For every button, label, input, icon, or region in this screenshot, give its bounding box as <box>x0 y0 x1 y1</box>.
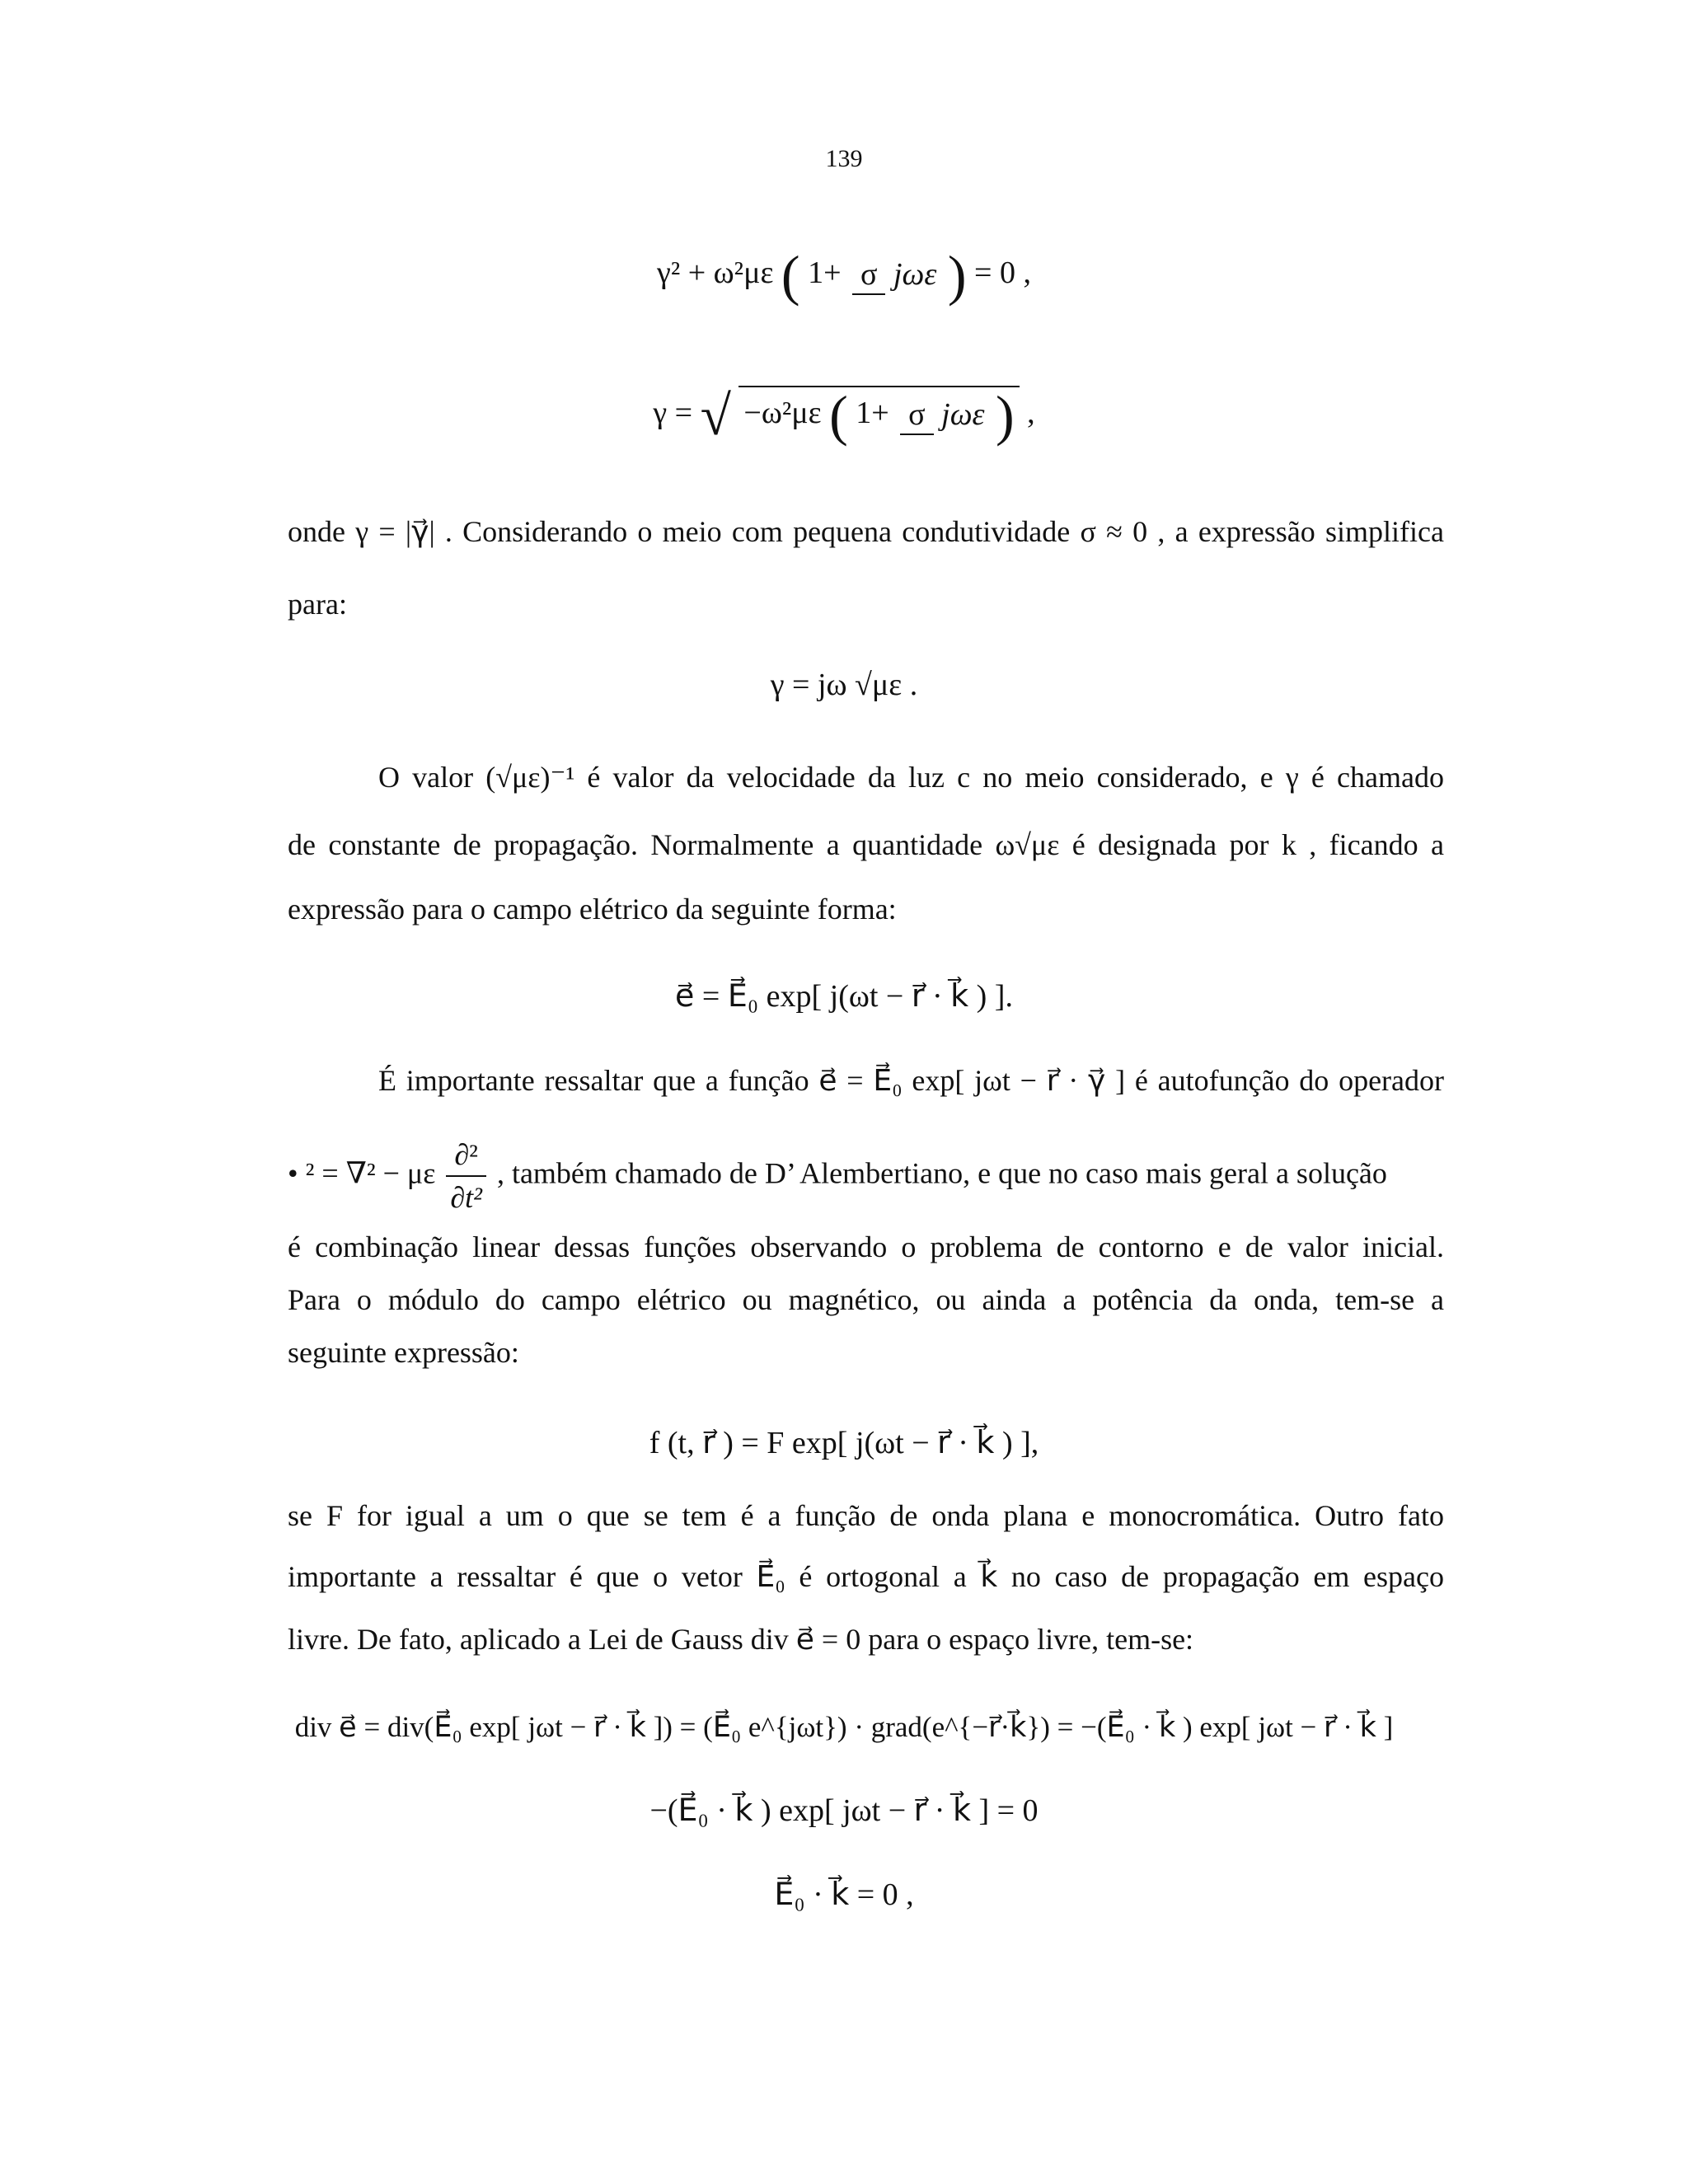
dalembert-numerator: ∂² <box>446 1137 486 1177</box>
dalembert-denominator: ∂t² <box>450 1181 482 1214</box>
eq1-one-plus: 1+ <box>808 255 842 290</box>
eq1-lhs: γ² + ω²με <box>657 255 774 290</box>
equation-divergence-continued: −(E⃗₀ · k⃗ ) exp[ jωt − r⃗ · k⃗ ] = 0 <box>649 1793 1039 1828</box>
eq1-paren-close: ) <box>947 244 967 307</box>
equation-wave-function: f (t, r⃗ ) = F exp[ j(ωt − r⃗ · k⃗ ) ], <box>649 1426 1039 1460</box>
eq2-radicand <box>738 384 1019 447</box>
equation-gamma-squared <box>0 244 1688 307</box>
paragraph-1-line-2: para: <box>288 588 347 621</box>
equation-gamma-root <box>0 384 1688 447</box>
eq2-fraction <box>900 396 984 435</box>
eq1-denominator: jωε <box>893 257 937 292</box>
eq1-fraction <box>852 255 936 295</box>
eq2-paren-close: ) <box>996 384 1015 447</box>
eq1-rhs: = 0 , <box>974 255 1031 290</box>
eq2-lhs: γ = <box>653 395 693 430</box>
dalembert-text: , também chamado de D’ Alembertiano, e que no caso mais geral a solução <box>496 1156 1387 1190</box>
eq2-denominator: jωε <box>941 397 985 432</box>
paragraph-2-line-3: expressão para o campo elétrico da seguinte forma: <box>288 893 897 926</box>
eq1-paren-open: ( <box>781 244 800 307</box>
paragraph-2-line-1: O valor (√με)⁻¹ é valor da velocidade da luz c no meio considerado, e γ é chamado <box>378 761 1444 794</box>
paragraph-2-line-2: de constante de propagação. Normalmente a quantidade ω√με é designada por k , ficando a <box>288 828 1444 861</box>
paragraph-4-line-1: se F for igual a um o que se tem é a função de onda plana e monocromática. Outro fato <box>288 1499 1444 1532</box>
paragraph-3-line-3: é combinação linear dessas funções observando o problema de contorno e de valor inicial. <box>288 1230 1444 1263</box>
eq2-root-prefix: −ω²με <box>743 395 822 430</box>
paragraph-4-line-2: importante a ressaltar é que o vetor E⃗₀ é ortogonal a k⃗ no caso de propagação em espaço <box>288 1560 1444 1593</box>
paragraph-1-line-1: onde γ = |γ⃗| . Considerando o meio com pequena condutividade σ ≈ 0 , a expressão simplifica <box>288 515 1444 548</box>
dalembert-operator: • ² = ∇² − με <box>288 1156 436 1190</box>
equation-gamma-simplified: γ = jω √με . <box>770 668 918 702</box>
radical-sign: √ <box>700 384 731 447</box>
eq2-trail: , <box>1027 395 1035 430</box>
page-number: 139 <box>825 145 863 172</box>
paragraph-3-line-2 <box>288 1137 1444 1215</box>
equation-electric-field: e⃗ = E⃗₀ exp[ j(ωt − r⃗ · k⃗ ) ]. <box>675 979 1013 1014</box>
eq2-paren-open: ( <box>829 384 848 447</box>
eq2-one-plus: 1+ <box>856 395 889 430</box>
eq2-numerator: σ <box>900 399 933 435</box>
eq1-numerator: σ <box>852 259 885 295</box>
paragraph-4-line-3: livre. De fato, aplicado a Lei de Gauss div e⃗ = 0 para o espaço livre, tem-se: <box>288 1623 1194 1656</box>
equation-orthogonality: E⃗₀ · k⃗ = 0 , <box>774 1877 914 1912</box>
paragraph-3-line-1: É importante ressaltar que a função e⃗ = E⃗₀ exp[ jωt − r⃗ · γ⃗ ] é autofunção do operador <box>378 1064 1444 1097</box>
paragraph-3-line-5: seguinte expressão: <box>288 1336 519 1369</box>
paragraph-3-line-4: Para o módulo do campo elétrico ou magnético, ou ainda a potência da onda, tem-se a <box>288 1283 1444 1316</box>
equation-divergence: div e⃗ = div(E⃗₀ exp[ jωt − r⃗ · k⃗ ]) = (E⃗₀ e^{jωt}) · grad(e^{−r⃗·k⃗}) = −(E⃗₀ · k⃗ ) exp[ jωt − r⃗ · k⃗ ] <box>294 1711 1394 1743</box>
dalembert-fraction <box>446 1137 486 1215</box>
